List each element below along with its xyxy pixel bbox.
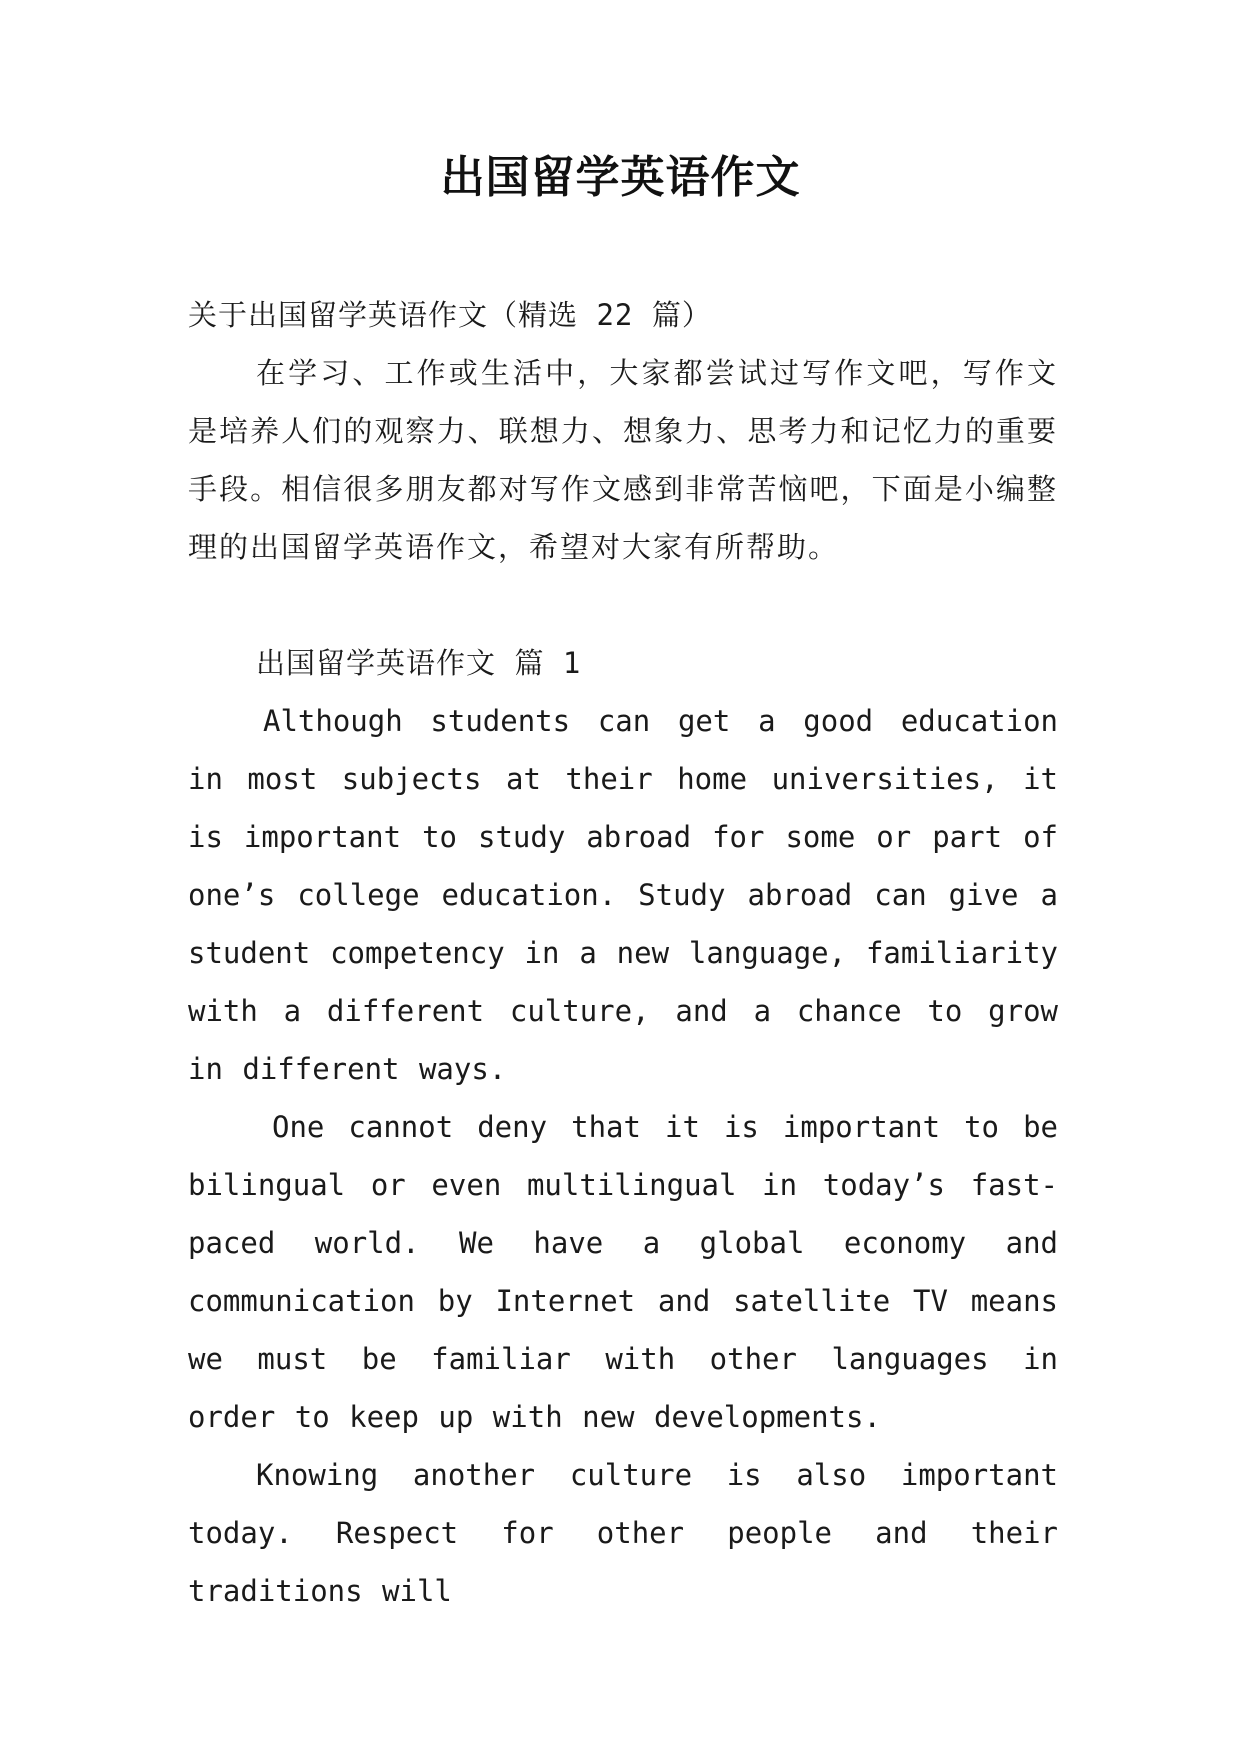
section-heading: 出国留学英语作文 篇 1 bbox=[256, 646, 582, 680]
page-title: 出国留学英语作文 bbox=[440, 152, 801, 203]
document-subtitle: 关于出国留学英语作文（精选 22 篇） bbox=[188, 298, 712, 332]
essay-paragraph-2: One cannot deny that it is important to be bilingual or even multilingual in today’s fast-paced world. We have a global economy and communication by Internet and satellite TV means we must be familiar with other languages in order to keep up with new developments. bbox=[188, 1110, 1058, 1434]
essay-paragraph-3: Knowing another culture is also important today. Respect for other people and their traditions will bbox=[188, 1458, 1058, 1608]
essay-paragraph-1: Although students can get a good education in most subjects at their home universities, it is important to study abroad for some or part of one’s college education. Study abroad can give a student competency in a new language, familiarity with a different culture, and a chance to grow in different ways. bbox=[188, 704, 1058, 1086]
intro-paragraph: 在学习、工作或生活中，大家都尝试过写作文吧，写作文是培养人们的观察力、联想力、想象力、思考力和记忆力的重要手段。相信很多朋友都对写作文感到非常苦恼吧，下面是小编整理的出国留学英语作文，希望对大家有所帮助。 bbox=[188, 356, 1058, 564]
